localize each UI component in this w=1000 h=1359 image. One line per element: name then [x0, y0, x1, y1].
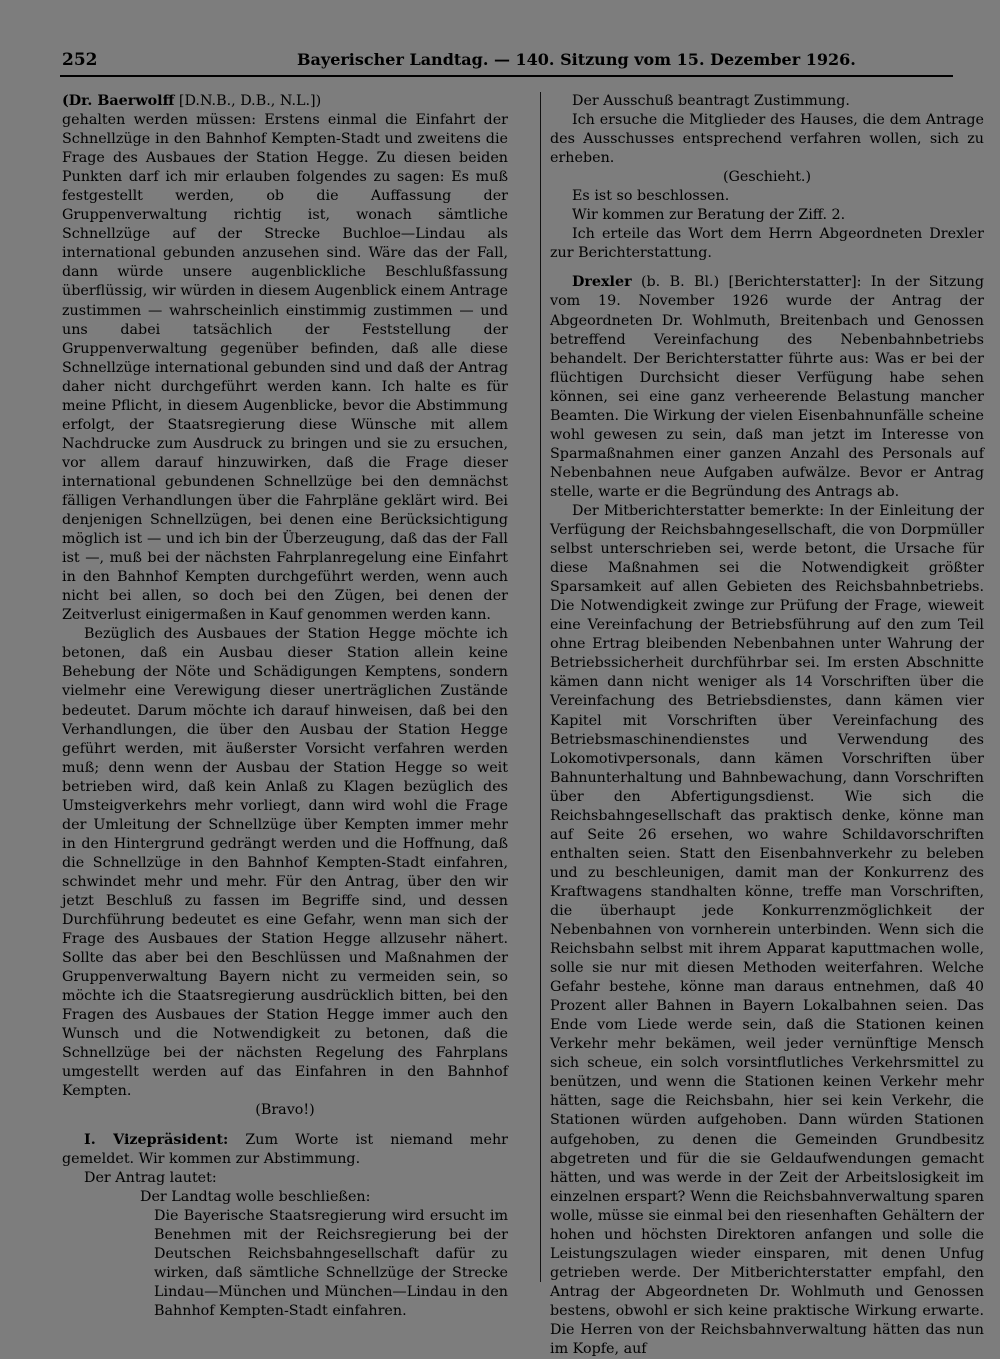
- speaker-tag: [62, 92, 508, 111]
- running-title: Bayerischer Landtag. — 140. Sitzung vom 15. Dezember 1926.: [297, 50, 856, 69]
- body-line: Ich ersuche die Mitglieder des Hauses, die dem Antrage des Ausschusses entsprechend verfahren wollen, sich zu erheben.: [550, 112, 984, 167]
- report-paragraph: [550, 273, 984, 502]
- body-line: Wir kommen zur Beratung der Ziff. 2.: [572, 207, 846, 224]
- column-divider: [540, 92, 541, 1282]
- body-paragraph: Der Mitberichterstatter bemerkte: In der Einleitung der Verfügung der Reichsbahngesellschaft, die von Dorpmüller selbst unterschrieben sei, werde betont, die Ursache für diese Maßnahmen sei die Notwendigkeit größter Sparsamkeit auf allen Gebieten des Reichsbahnbetriebs. Die Notwendigkeit zwinge zur Prüfung der Frage, wieweit eine Vereinfachung der Betriebsführung auf den zum Teil ohne Ertrag bleibenden Nebenbahnen unter Wahrung der Betriebssicherheit durchführbar sei. Im ersten Abschnitte kämen dann nicht weniger als 14 Vorschriften über die Vereinfachung des Betriebsdienstes, dann kämen vier Kapitel mit Vorschriften über Vereinfachung des Betriebsmaschinendienstes und Verwendung des Lokomotivpersonals, dann kämen Vorschriften über Bahnunterhaltung und Bahnbewachung, dann Vorschriften über den Abfertigungsdienst. Wie sich die Reichsbahngesellschaft das praktisch denke, könne man auf Seite 26 ersehen, wo wahre Schildavorschriften enthalten seien. Statt den Eisenbahnverkehr zu beleben und zu beschleunigen, damit man der Konkurrenz des Kraftwagens standhalten könne, treffe man Vorschriften, die überhaupt jede Konkurrenzmöglichkeit der Nebenbahnen von vornherein unterbinden. Wenn sich die Reichsbahn selbst mit ihrem Apparat kaputtmachen wolle, solle sie nur mit diesen Methoden weiterfahren. Welche Gefahr bestehe, könne man daraus entnehmen, daß 40 Prozent aller Bahnen in Bayern Lokalbahnen seien. Das Ende vom Liede werde sein, daß die Stationen keinen Verkehr mehr bekämen, weil jeder vernünftige Mensch sich scheue, ein solch vorsintflutliches Verkehrsmittel zu benützen, und wenn die Stationen keinen Verkehr mehr hätten, sage die Reichsbahn, hier sei kein Verkehr, die Stationen würden aufgehoben. Dann würden Stationen aufgehoben, zu denen die Gemeinden Grundbesitz abgetreten und für die sie Geldaufwendungen gemacht hätten, und was werde in der Zeit der Arbeitslosigkeit im einzelnen erspart? Wenn die Reichsbahnverwaltung sparen wolle, müsse sie einmal bei den riesenhaften Gehältern der hohen und höchsten Direktoren anfangen und solle die Leistungszulagen wieder einsparen, mit denen Unfug getrieben werde. Der Mitberichterstatter empfahl, den Antrag der Abgeordneten Dr. Wohlmuth und Genossen bestens, obwohl er sich keine praktische Wirkung erwarte. Die Herren von der Reichsbahnverwaltung hätten das nun im Kopfe, auf: [550, 502, 984, 1358]
- statement-text: Zum Worte ist niemand mehr gemeldet. Wir kommen zur Abstimmung.: [62, 1131, 508, 1167]
- left-column: [62, 92, 508, 1321]
- speaker-party: [D.N.B., D.B., N.L.]): [174, 93, 322, 109]
- motion-intro: Der Antrag lautet:: [84, 1169, 217, 1186]
- motion-text: Die Bayerische Staatsregierung wird ersucht im Benehmen mit der Reichsregierung bei der Deutschen Reichsbahngesellschaft dafür zu wirken, daß sämtliche Schnellzüge der Strecke Lindau—München und München—Lindau in den Bahnhof Kempten-Stadt einfahren.: [154, 1207, 508, 1319]
- report-text: In der Sitzung vom 19. November 1926 wurde der Antrag der Abgeordneten Dr. Wohlmuth, Breitenbach und Genossen betreffend Vereinfachung des Nebenbahnbetriebs behandelt. Der Berichterstatter führte aus: Was er bei der flüchtigen Durchsicht dieser Verfügung habe sehen können, sei eine ganz verheerende Belastung mancher Beamten. Die Wirkung der vielen Eisenbahnunfälle scheine wohl gewesen zu sein, daß man jetzt im Interesse von Sparmaßnahmen einer ganzen Anzahl des Personals auf Nebenbahnen neue Aufgaben aufwälze. Bevor er Antrag stelle, warte er die Begründung des Antrags ab.: [550, 274, 984, 500]
- page-number: 252: [62, 50, 98, 70]
- interjection: (Geschieht.): [722, 169, 812, 186]
- interjection: (Bravo!): [255, 1102, 315, 1119]
- motion-lead: Der Landtag wolle beschließen:: [140, 1188, 371, 1205]
- body-paragraph: gehalten werden müssen: Erstens einmal die Einfahrt der Schnellzüge in den Bahnhof Kempten-Stadt und zweitens die Frage des Ausbaues der Station Hegge. Zu diesen beiden Punkten darf ich mir erlauben folgendes zu sagen: Es muß festgestellt werden, ob die Auffassung der Gruppenverwaltung richtig ist, wonach sämtliche Schnellzüge auf der Strecke Buchloe—Lindau als international gebunden anzusehen sind. Wäre das der Fall, dann würde unsere augenblickliche Beschlußfassung überflüssig, wir würden in diesem Augenblick einem Antrage zustimmen — wahrscheinlich einstimmig zustimmen — und uns dabei tatsächlich der Feststellung der Gruppenverwaltung gegenüber befinden, daß alle diese Schnellzüge international gebunden sind und daß der Antrag daher nicht durchgeführt werden kann. Ich halte es für meine Pflicht, in diesem Augenblicke, bevor die Abstimmung erfolgt, der Staatsregierung diese Wünsche mit allem Nachdrucke zum Ausdruck zu bringen und sie zu ersuchen, vor allem darauf hinzuwirken, daß die Frage dieser international gebundenen Schnellzüge bei den demnächst fälligen Verhandlungen über die Fahrpläne geklärt wird. Bei denjenigen Schnellzügen, bei denen eine Berücksichtigung möglich ist — und ich bin der Überzeugung, daß das der Fall ist —, muß bei der nächsten Fahrplanregelung eine Einfahrt in den Bahnhof Kempten durchgeführt werden, wenn auch nicht bei allen, so doch bei den Zügen, bei denen der Zeitverlust einigermaßen in Kauf genommen werden kann.: [62, 112, 508, 624]
- speaker-name: Drexler: [572, 274, 632, 291]
- header-rule: [60, 75, 953, 77]
- vice-president-statement: [62, 1131, 508, 1169]
- speaker-role: (b. B. Bl.) [Berichterstatter]:: [631, 274, 862, 291]
- body-line: Ich erteile das Wort dem Herrn Abgeordneten Drexler zur Berichterstattung.: [550, 226, 984, 262]
- speaker-name: I. Vizepräsident:: [84, 1131, 229, 1148]
- body-line: Es ist so beschlossen.: [572, 188, 730, 205]
- body-line: Der Ausschuß beantragt Zustimmung.: [572, 93, 850, 109]
- right-column: [550, 92, 984, 1359]
- speaker-name: (Dr. Baerwolff: [62, 93, 175, 109]
- page-header: [62, 50, 954, 72]
- body-paragraph: Bezüglich des Ausbaues der Station Hegge möchte ich betonen, daß ein Ausbau dieser Station allein keine Behebung der Nöte und Schädigungen Kemptens, sondern vielmehr eine Verewigung dieser unerträglichen Zustände bedeutet. Darum möchte ich darauf hinweisen, daß bei den Verhandlungen, die über den Ausbau der Station Hegge geführt werden, mit äußerster Vorsicht verfahren werden muß; denn wenn der Ausbau der Station Hegge so weit betrieben wird, daß kein Anlaß zu Klagen bezüglich des Umsteigverkehrs mehr vorliegt, dann wird wohl die Frage der Umleitung der Schnellzüge über Kempten immer mehr in den Hintergrund gedrängt werden und die Hoffnung, daß die Schnellzüge in den Bahnhof Kempten-Stadt einfahren, schwindet mehr und mehr. Für den Antrag, über den wir jetzt Beschluß zu fassen im Begriffe sind, und dessen Durchführung bedeutet es eine Gefahr, wenn man sich der Frage des Ausbaues der Station Hegge allzusehr nähert. Sollte das aber bei den Beschlüssen und Maßnahmen der Gruppenverwaltung Bayern nicht zu vermeiden sein, so möchte ich die Staatsregierung ausdrücklich bitten, bei den Fragen des Ausbaues der Station Hegge immer auch den Wunsch und die Notwendigkeit zu betonen, daß die Schnellzüge bei der nächsten Regelung des Fahrplans umgestellt werden auf das Einfahren in den Bahnhof Kempten.: [62, 626, 508, 1100]
